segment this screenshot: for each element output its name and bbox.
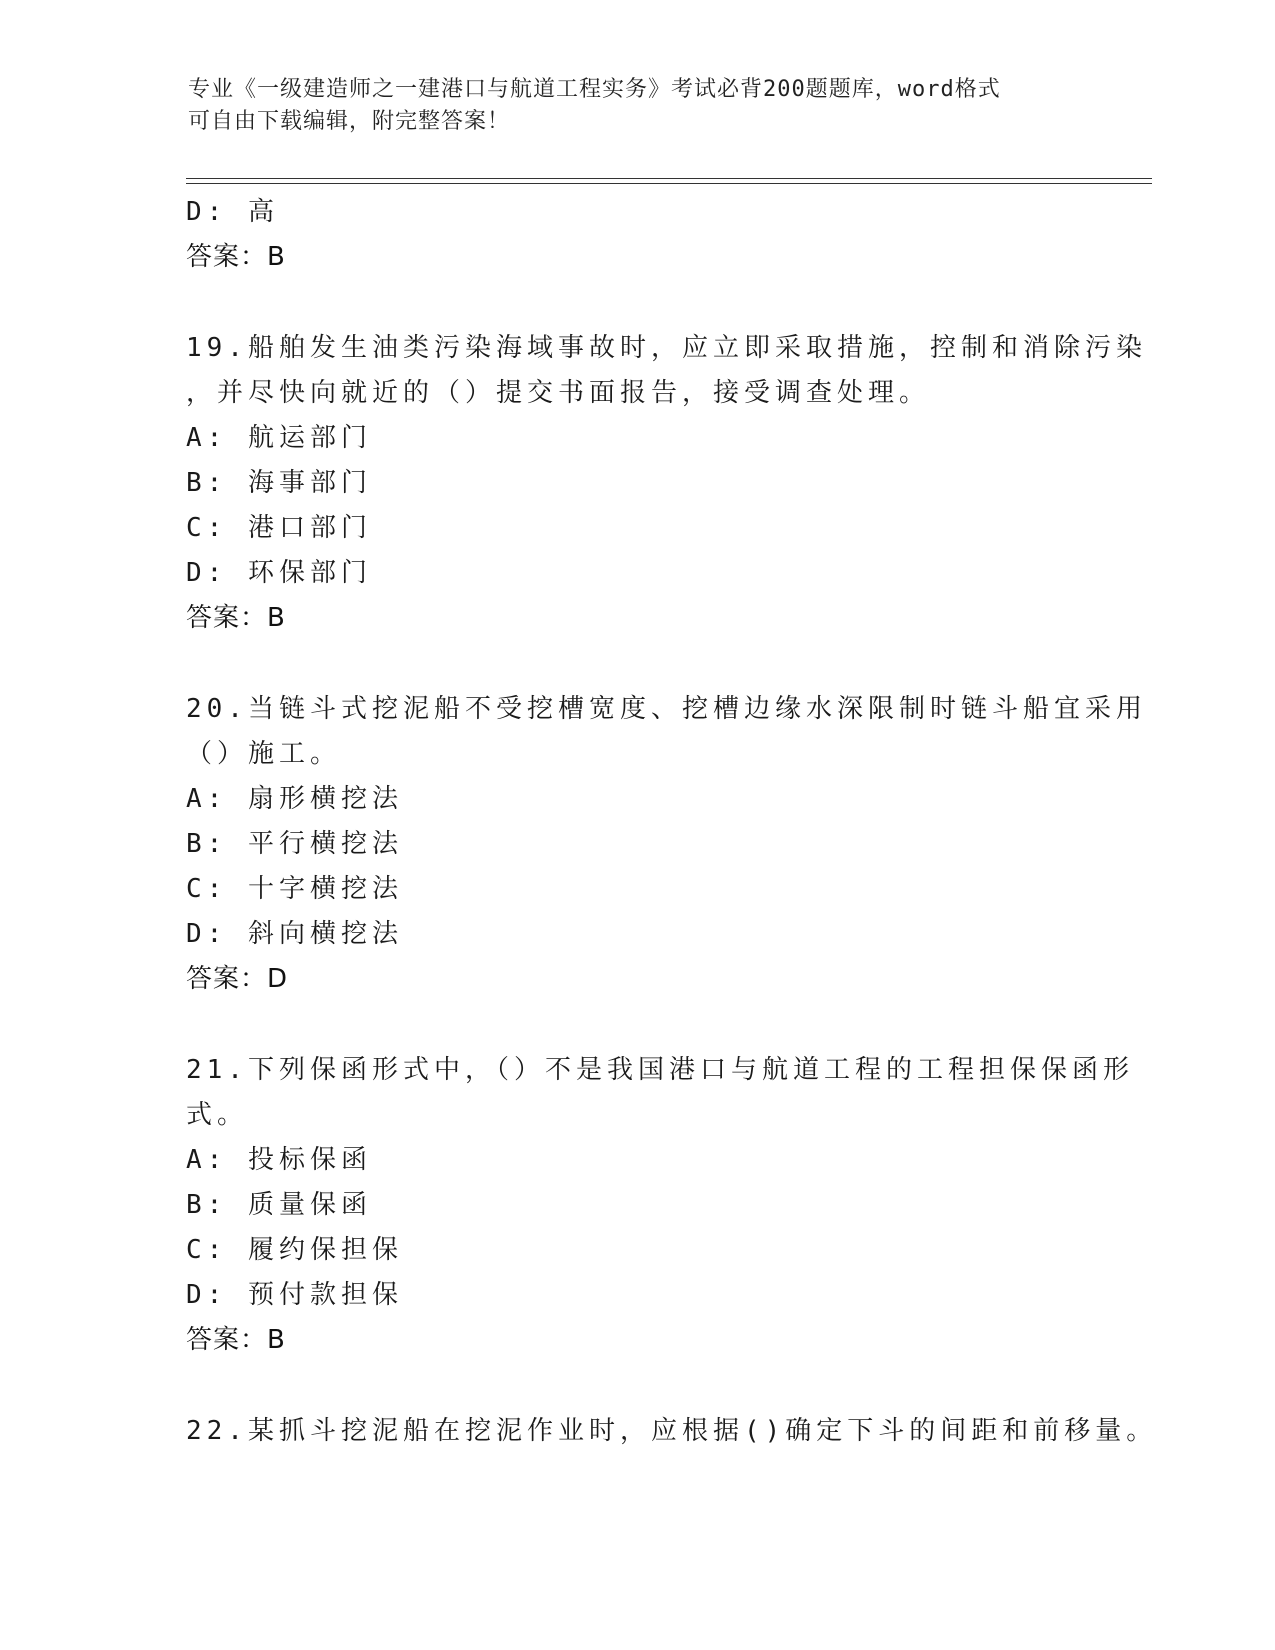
question-stem-continued: （）施工。 xyxy=(186,739,342,769)
header-divider-top xyxy=(186,178,1152,179)
spacer xyxy=(186,280,1086,326)
answer: 答案：D xyxy=(186,964,289,994)
option-d: D: 环保部门 xyxy=(186,558,372,588)
option-a: A: 投标保函 xyxy=(186,1145,372,1175)
question-stem-continued: 式。 xyxy=(186,1100,249,1130)
question-stem: 22.某抓斗挖泥船在挖泥作业时，应根据()确定下斗的间距和前移量。 xyxy=(186,1416,1158,1446)
answer: 答案：B xyxy=(186,1325,286,1355)
header-title-line-2: 可自由下载编辑，附完整答案！ xyxy=(188,109,511,134)
option-c: C: 履约保担保 xyxy=(186,1235,403,1265)
question-19 xyxy=(186,326,1147,641)
header-divider-bottom xyxy=(186,183,1152,184)
question-list xyxy=(186,190,1158,1454)
option-a: A: 航运部门 xyxy=(186,423,372,453)
header-title-line-1: 专业《一级建造师之一建港口与航道工程实务》考试必背200题题库，word格式 xyxy=(188,77,1001,102)
spacer xyxy=(186,641,1086,687)
option-b: B: 平行横挖法 xyxy=(186,829,403,859)
question-stem: 20.当链斗式挖泥船不受挖槽宽度、挖槽边缘水深限制时链斗船宜采用 xyxy=(186,694,1147,724)
option-d: D: 斜向横挖法 xyxy=(186,919,403,949)
option-d: D: 高 xyxy=(186,197,279,227)
option-d: D: 预付款担保 xyxy=(186,1280,403,1310)
question-stem: 19.船舶发生油类污染海域事故时，应立即采取措施，控制和消除污染 xyxy=(186,333,1147,363)
answer: 答案：B xyxy=(186,242,286,272)
question-20 xyxy=(186,687,1147,1002)
question-21 xyxy=(186,1048,1134,1363)
option-c: C: 港口部门 xyxy=(186,513,372,543)
question-stem: 21.下列保函形式中，（）不是我国港口与航道工程的工程担保保函形 xyxy=(186,1055,1134,1085)
question-stem-continued: ，并尽快向就近的（）提交书面报告，接受调查处理。 xyxy=(186,378,931,408)
spacer xyxy=(186,1363,1086,1409)
document-header xyxy=(188,74,1088,138)
option-b: B: 质量保函 xyxy=(186,1190,372,1220)
option-a: A: 扇形横挖法 xyxy=(186,784,403,814)
option-b: B: 海事部门 xyxy=(186,468,372,498)
question-18 xyxy=(186,190,1086,280)
spacer xyxy=(186,1002,1086,1048)
answer: 答案：B xyxy=(186,603,286,633)
option-c: C: 十字横挖法 xyxy=(186,874,403,904)
question-22 xyxy=(186,1409,1158,1454)
